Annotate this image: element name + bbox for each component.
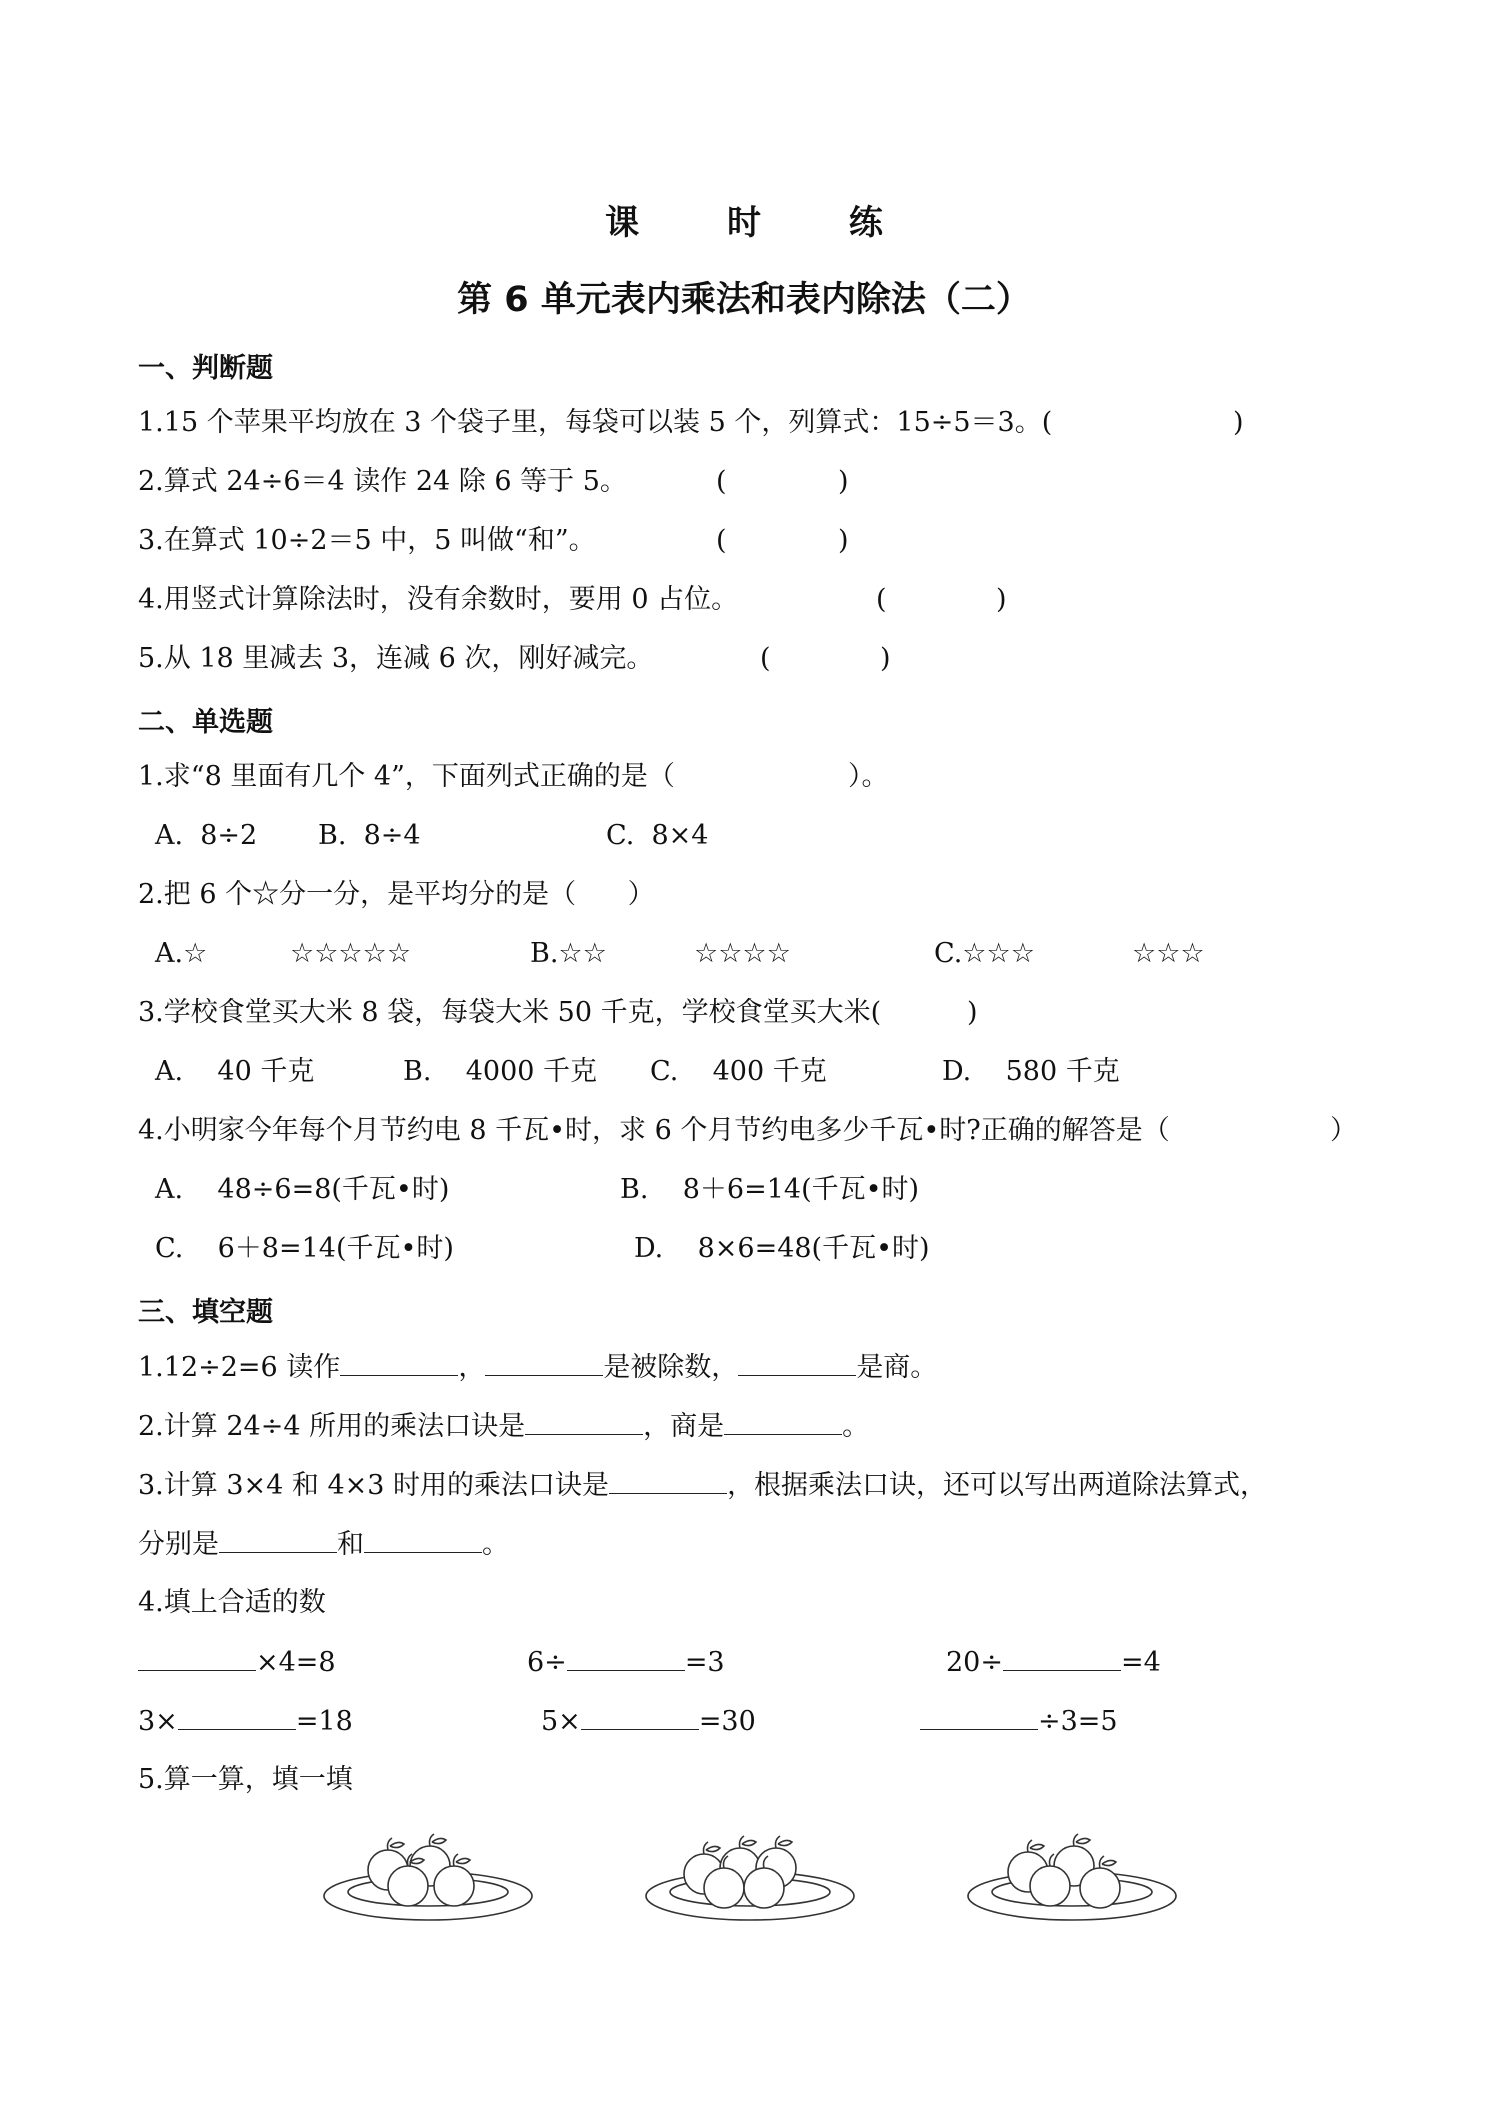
choice-q2-option-c-right: ☆☆☆ — [1132, 938, 1205, 969]
judgement-q4-open: ( — [876, 584, 887, 615]
choice-q2-option-a-left: A.☆ — [155, 938, 208, 969]
choice-q3: 3.学校食堂买大米 8 袋，每袋大米 50 千克，学校食堂买大米( ) — [138, 997, 978, 1028]
fill-q2-blank-1[interactable] — [525, 1408, 643, 1435]
fill-q4-eq-2 — [527, 1644, 725, 1681]
fill-q4-eq-2-text-a: 6÷ — [527, 1647, 567, 1678]
choice-q3-option-c: C. 400 千克 — [650, 1056, 827, 1087]
judgement-q2: 2.算式 24÷6＝4 读作 24 除 6 等于 5。 — [138, 466, 627, 497]
choice-q4-end: ） — [1330, 1115, 1357, 1146]
fill-q4-eq-3-text-a: 20÷ — [946, 1647, 1003, 1678]
fill-q2-text-3: 。 — [842, 1411, 870, 1442]
fill-q4-eq-3-blank[interactable] — [1003, 1644, 1121, 1671]
choice-q2-option-a-right: ☆☆☆☆☆ — [290, 938, 412, 969]
choice-q3-option-b: B. 4000 千克 — [403, 1056, 598, 1087]
fill-q2-blank-2[interactable] — [724, 1408, 842, 1435]
choice-q4: 4.小明家今年每个月节约电 8 千瓦•时，求 6 个月节约电多少千瓦•时?正确的解答是（ — [138, 1115, 1170, 1146]
fill-q2-text-2: ，商是 — [643, 1411, 725, 1442]
judgement-q3-close: ) — [838, 525, 849, 556]
choice-q1-option-a: A. 8÷2 — [155, 820, 258, 851]
fill-q1 — [138, 1349, 937, 1386]
fill-q4-eq-1-blank[interactable] — [138, 1644, 256, 1671]
choice-q2-option-c-left: C.☆☆☆ — [934, 938, 1035, 969]
apple-plate-illustration-2 — [640, 1820, 860, 1930]
fill-q3-text-1: 3.计算 3×4 和 4×3 时用的乘法口诀是 — [138, 1470, 610, 1501]
choice-q1: 1.求“8 里面有几个 4”，下面列式正确的是（ — [138, 761, 675, 792]
fill-q4-eq-4-text-b: =18 — [295, 1706, 353, 1737]
choice-q4-option-c: C. 6＋8=14(千瓦•时) — [155, 1233, 454, 1264]
judgement-q5-open: ( — [760, 643, 771, 674]
section-choice-heading: 二、单选题 — [138, 707, 273, 738]
fill-q4-eq-3-text-b: =4 — [1120, 1647, 1161, 1678]
fill-q1-text-2: ， — [458, 1352, 486, 1383]
fill-q2 — [138, 1408, 869, 1445]
fill-q4-eq-4-text-a: 3× — [138, 1706, 178, 1737]
judgement-q2-open: ( — [716, 466, 727, 497]
judgement-q5-close: ) — [880, 643, 891, 674]
fill-q3-blank-1[interactable] — [609, 1467, 727, 1494]
judgement-q1: 1.15 个苹果平均放在 3 个袋子里，每袋可以装 5 个，列算式：15÷5＝3。( — [138, 407, 1053, 438]
fill-q4-eq-5 — [541, 1703, 756, 1740]
apple-plate-illustration-3 — [962, 1820, 1182, 1930]
fill-q3-text-4: 和 — [337, 1529, 364, 1560]
choice-q2: 2.把 6 个☆分一分，是平均分的是（ ） — [138, 879, 655, 910]
judgement-q5: 5.从 18 里减去 3，连减 6 次，刚好减完。 — [138, 643, 654, 674]
fill-q2-text-1: 2.计算 24÷4 所用的乘法口诀是 — [138, 1411, 526, 1442]
judgement-q4-close: ) — [996, 584, 1007, 615]
fill-q4-eq-1-text: ×4=8 — [256, 1647, 336, 1678]
fill-q4-eq-2-text-b: =3 — [684, 1647, 725, 1678]
fill-q4: 4.填上合适的数 — [138, 1587, 326, 1618]
worksheet-title: 课 时 练 — [605, 203, 921, 243]
fill-q3-cont — [138, 1526, 509, 1563]
choice-q3-option-a: A. 40 千克 — [155, 1056, 315, 1087]
fill-q1-blank-2[interactable] — [485, 1349, 603, 1376]
fill-q4-eq-4-blank[interactable] — [178, 1703, 296, 1730]
fill-q4-eq-6 — [920, 1703, 1118, 1740]
fill-q4-eq-1 — [138, 1644, 336, 1681]
choice-q3-option-d: D. 580 千克 — [942, 1056, 1120, 1087]
fill-q4-eq-2-blank[interactable] — [567, 1644, 685, 1671]
choice-q4-option-b: B. 8＋6=14(千瓦•时) — [620, 1174, 920, 1205]
choice-q4-option-a: A. 48÷6=8(千瓦•时) — [155, 1174, 450, 1205]
fill-q3-blank-2[interactable] — [219, 1526, 337, 1553]
apple-plate-illustration-1 — [318, 1820, 538, 1930]
fill-q1-blank-1[interactable] — [340, 1349, 458, 1376]
judgement-q3: 3.在算式 10÷2＝5 中，5 叫做“和”。 — [138, 525, 596, 556]
fill-q4-eq-5-text-b: =30 — [698, 1706, 756, 1737]
fill-q1-text-1: 1.12÷2=6 读作 — [138, 1352, 341, 1383]
fill-q4-eq-3 — [946, 1644, 1161, 1681]
fill-q4-eq-5-blank[interactable] — [581, 1703, 699, 1730]
fill-q3-text-2: ，根据乘法口诀，还可以写出两道除法算式， — [727, 1470, 1268, 1501]
unit-subtitle: 第 6 单元表内乘法和表内除法（二） — [457, 280, 1031, 320]
fill-q3 — [138, 1467, 1267, 1504]
judgement-q1-close: ) — [1233, 407, 1244, 438]
fill-q4-eq-4 — [138, 1703, 353, 1740]
section-fill-heading: 三、填空题 — [138, 1297, 273, 1328]
section-judgement-heading: 一、判断题 — [138, 353, 273, 384]
choice-q1-end: ）。 — [848, 761, 889, 792]
judgement-q3-open: ( — [716, 525, 727, 556]
fill-q3-blank-3[interactable] — [364, 1526, 482, 1553]
fill-q4-eq-6-blank[interactable] — [920, 1703, 1038, 1730]
fill-q4-eq-5-text-a: 5× — [541, 1706, 581, 1737]
choice-q1-option-c: C. 8×4 — [606, 820, 709, 851]
choice-q1-option-b: B. 8÷4 — [318, 820, 421, 851]
fill-q5: 5.算一算，填一填 — [138, 1764, 353, 1795]
fill-q4-eq-6-text: ÷3=5 — [1038, 1706, 1118, 1737]
fill-q1-text-4: 是商。 — [856, 1352, 938, 1383]
fill-q1-text-3: 是被除数， — [603, 1352, 739, 1383]
fill-q1-blank-3[interactable] — [738, 1349, 856, 1376]
fill-q3-text-5: 。 — [482, 1529, 509, 1560]
choice-q2-option-b-left: B.☆☆ — [530, 938, 607, 969]
judgement-q4: 4.用竖式计算除法时，没有余数时，要用 0 占位。 — [138, 584, 739, 615]
choice-q4-option-d: D. 8×6=48(千瓦•时) — [634, 1233, 930, 1264]
fill-q3-text-3: 分别是 — [138, 1529, 219, 1560]
choice-q2-option-b-right: ☆☆☆☆ — [694, 938, 791, 969]
judgement-q2-close: ) — [838, 466, 849, 497]
